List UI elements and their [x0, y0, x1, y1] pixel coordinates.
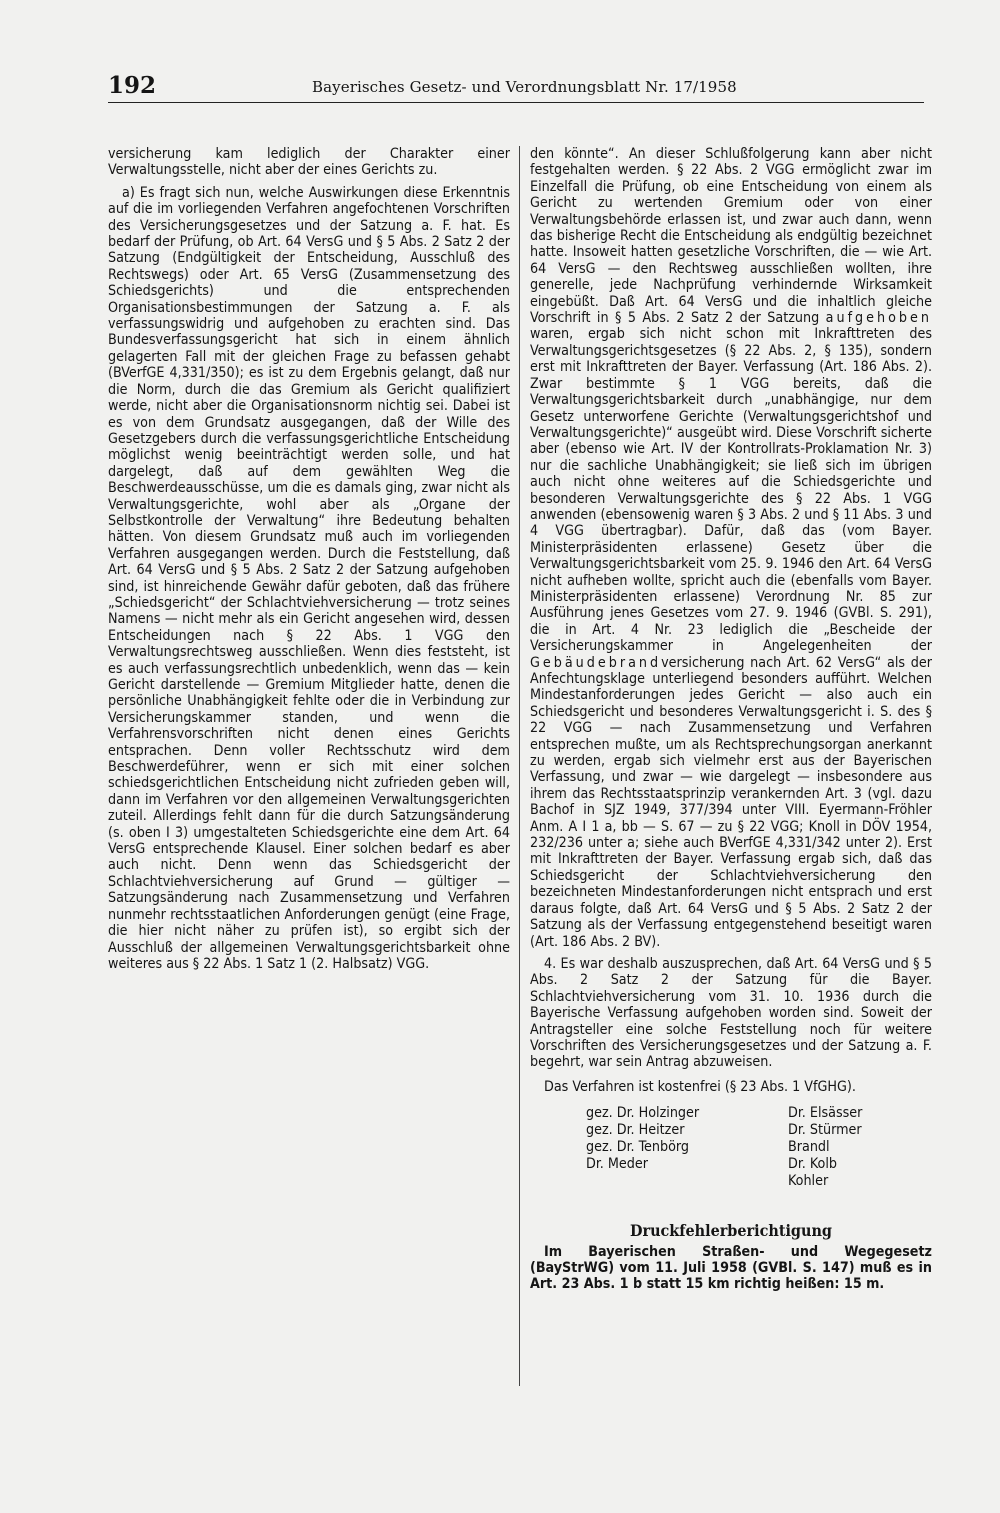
signature: Dr. Elsässer [788, 1105, 863, 1122]
signature: gez. Dr. Tenbörg [586, 1139, 689, 1156]
signatures-right [788, 1105, 862, 1190]
text-run: den könnte“. An dieser Schlußfolgerung kann aber nicht festgehalten werden. § 22 Abs. 2 VGG ermöglicht zwar im Einzelfall die Prüfung, ob eine Entscheidung von einem als Gericht zu wertenden Gremium oder von einer Verwaltungsbehörde erlassen ist, und zwar auch dann, wenn das bisherige Recht die Entscheidung als endgültig bezeichnet hatte. Insoweit hatten gesetzliche Vorschriften, die — wie Art. 64 VersG — den Rechtsweg ausschließen wollten, ihre generelle, jede Nachprüfung verhindernde Wirksamkeit eingebüßt. Daß Art. 64 VersG und die inhaltlich gleiche Vorschrift in § 5 Abs. 2 Satz 2 der Satzung [530, 146, 932, 327]
erratum-text: Im Bayerischen Straßen- und Wegegesetz (BayStrWG) vom 11. Juli 1958 (GVBl. S. 147) muß es in Art. 23 Abs. 1 b statt 15 km richtig heißen: 15 m. [530, 1243, 932, 1293]
page-number: 192 [108, 72, 157, 99]
signature: Dr. Stürmer [788, 1122, 862, 1139]
signature: Brandl [788, 1139, 830, 1156]
signatures-left [586, 1105, 699, 1173]
paragraph-continued [530, 146, 932, 950]
paragraph: versicherung kam lediglich der Charakter einer Verwaltungsstelle, nicht aber der eines Gerichts zu. [108, 146, 510, 179]
signature: gez. Dr. Heitzer [586, 1122, 685, 1139]
costs-note: Das Verfahren ist kostenfrei (§ 23 Abs. 1 VfGHG). [544, 1078, 856, 1095]
signature: Dr. Meder [586, 1156, 648, 1173]
column-divider [519, 146, 520, 1386]
erratum-heading: Druckfehlerberichtigung [630, 1221, 832, 1241]
right-column [530, 146, 932, 1293]
publication-title: Bayerisches Gesetz- und Verordnungsblatt Nr. 17/1958 [312, 78, 737, 96]
signature: Dr. Kolb [788, 1156, 837, 1173]
spaced-text: aufgehoben [825, 310, 932, 327]
signature-block [530, 1105, 932, 1193]
signature: Kohler [788, 1173, 829, 1190]
left-column [108, 146, 510, 972]
text-run: versicherung nach Art. 62 VersG“ als der Anfechtungsklage unterliegend besonders aufführt. Welchen Mindestanforderungen jedes Gericht — also auch ein Schiedsgericht und besonderes Verwaltungsgericht i. S. des § 22 VGG — nach Zusammensetzung und Verfahren entsprechen mußte, um als Rechtsprechungsorgan anerkannt zu werden, ergab sich vielmehr erst aus der Bayerischen Verfassung, und zwar — wie dargelegt — insbesondere aus ihrem das Rechtsstaatsprinzip verankernden Art. 3 (vgl. dazu Bachof in SJZ 1949, 377/394 unter VIII. Eyermann-Fröhler Anm. A I 1 a, bb — S. 67 — zu § 22 VGG; Knoll in DÖV 1954, 232/236 unter a; siehe auch BVerfGE 4,331/342 unter 2). Erst mit Inkrafttreten der Bayer. Verfassung ergab sich, daß das Schiedsgericht der Schlachtviehversicherung den bezeichneten Mindestanforderungen nicht entsprach und erst daraus folgte, daß Art. 64 VersG und § 5 Abs. 2 Satz 2 der Satzung als der Verfassung entgegenstehend beseitigt waren (Art. 186 Abs. 2 BV). [530, 654, 932, 950]
paragraph-4: 4. Es war deshalb auszusprechen, daß Art. 64 VersG und § 5 Abs. 2 Satz 2 der Satzung für die Bayer. Schlachtviehversicherung vom 31. 10. 1936 durch die Bayerische Verfassung aufgehoben worden sind. Soweit der Antragsteller eine solche Feststellung noch für weitere Vorschriften des Versicherungsgesetzes und der Satzung a. F. begehrt, war sein Antrag abzuweisen. [530, 955, 932, 1071]
spaced-text: Gebäudebrand [530, 654, 662, 671]
paragraph-a: a) Es fragt sich nun, welche Auswirkungen diese Erkenntnis auf die im vorliegenden Verfahren angefochtenen Vorschriften des Versicherungsgesetzes und der Satzung a. F. hat. Es bedarf der Prüfung, ob Art. 64 VersG und § 5 Abs. 2 Satz 2 der Satzung (Endgültigkeit der Entscheidung, Ausschluß des Rechtswegs) oder Art. 65 VersG (Zusammensetzung des Schiedsgerichts) und die entsprechenden Organisationsbestimmungen der Satzung a. F. als verfassungswidrig und aufgehoben zu erachten sind. Das Bundesverfassungsgericht hat sich in einem ähnlich gelagerten Fall mit der gleichen Frage zu befassen gehabt (BVerfGE 4,331/350); es ist zu dem Ergebnis gelangt, daß nur die Norm, durch die das Gremium als Gericht qualifiziert werde, nicht aber die Organisationsnorm nichtig sei. Dabei ist es von dem Grundsatz ausgegangen, daß der Wille des Gesetzgebers durch die verfassungsgerichtliche Entscheidung möglichst wenig beeinträchtigt werden solle, und hat dargelegt, daß auf dem gewählten Weg die Beschwerdeausschüsse, um die es damals ging, zwar nicht als Verwaltungsgerichte, wohl aber als „Organe der Selbstkontrolle der Verwaltung“ ihre Bedeutung behalten hätten. Von diesem Grundsatz muß auch im vorliegenden Verfahren ausgegangen werden. Durch die Feststellung, daß Art. 64 VersG und § 5 Abs. 2 Satz 2 der Satzung aufgehoben sind, ist hinreichende Gewähr dafür geboten, daß das frühere „Schiedsgericht“ der Schlachtviehversicherung — trotz seines Namens — nicht mehr als ein Gericht angesehen wird, dessen Entscheidungen nach § 22 Abs. 1 VGG den Verwaltungsrechtsweg ausschließen. Wenn dies feststeht, ist es auch verfassungsrechtlich unbedenklich, wenn das — kein Gericht darstellende — Gremium Mitglieder hatte, denen die persönliche Unabhängigkeit fehlte oder die in Verbindung zur Versicherungskammer standen, und wenn die Verfahrensvorschriften nicht denen eines Gerichts entsprachen. Denn voller Rechtsschutz wird dem Beschwerdeführer, wenn er sich mit einer solchen schiedsgerichtlichen Entscheidung nicht zufrieden geben will, dann im Verfahren vor den allgemeinen Verwaltungsgerichten zuteil. Allerdings fehlt dann für die durch Satzungsänderung (s. oben I 3) umgestalteten Schiedsgerichte eine dem Art. 64 VersG entsprechende Klausel. Einer solchen bedarf es aber auch nicht. Denn wenn das Schiedsgericht der Schlachtviehversicherung auf Grund — gültiger — Satzungsänderung nach Zusammensetzung und Verfahren nunmehr rechtsstaatlichen Anforderungen genügt (eine Frage, die hier nicht näher zu prüfen ist), so ergibt sich der Ausschluß der allgemeinen Verwaltungsgerichtsbarkeit ohne weiteres aus § 22 Abs. 1 Satz 1 (2. Halbsatz) VGG. [108, 184, 510, 972]
text-run: waren, ergab sich nicht schon mit Inkrafttreten des Verwaltungsgerichtsgesetzes (§ 22 Abs. 2, § 135), sondern erst mit Inkrafttreten der Bayer. Verfassung (Art. 186 Abs. 2). Zwar bestimmte § 1 VGG bereits, daß die Verwaltungsgerichtsbarkeit durch „unabhängige, nur dem Gesetz unterworfene Gerichte (Verwaltungsgerichtshof und Verwaltungsgerichte)“ ausgeübt wird. Diese Vorschrift sicherte aber (ebenso wie Art. IV der Kontrollrats-Proklamation Nr. 3) nur die sachliche Unabhängigkeit; sie ließ sich im übrigen auch nicht ohne weiteres auf die Schiedsgerichte und besonderen Verwaltungsgerichte des § 22 Abs. 1 VGG anwenden (ebensowenig waren § 3 Abs. 2 und § 11 Abs. 3 und 4 VGG übertragbar). Dafür, daß das (vom Bayer. Ministerpräsidenten erlassene) Gesetz über die Verwaltungsgerichtsbarkeit vom 25. 9. 1946 den Art. 64 VersG nicht aufheben wollte, spricht auch die (ebenfalls vom Bayer. Ministerpräsidenten erlassene) Verordnung Nr. 85 zur Ausführung jenes Gesetzes vom 27. 9. 1946 (GVBl. S. 291), die in Art. 4 Nr. 23 lediglich die „Bescheide der Versicherungskammer in Angelegenheiten der [530, 326, 932, 655]
page-header [108, 72, 924, 103]
signature: gez. Dr. Holzinger [586, 1105, 700, 1122]
